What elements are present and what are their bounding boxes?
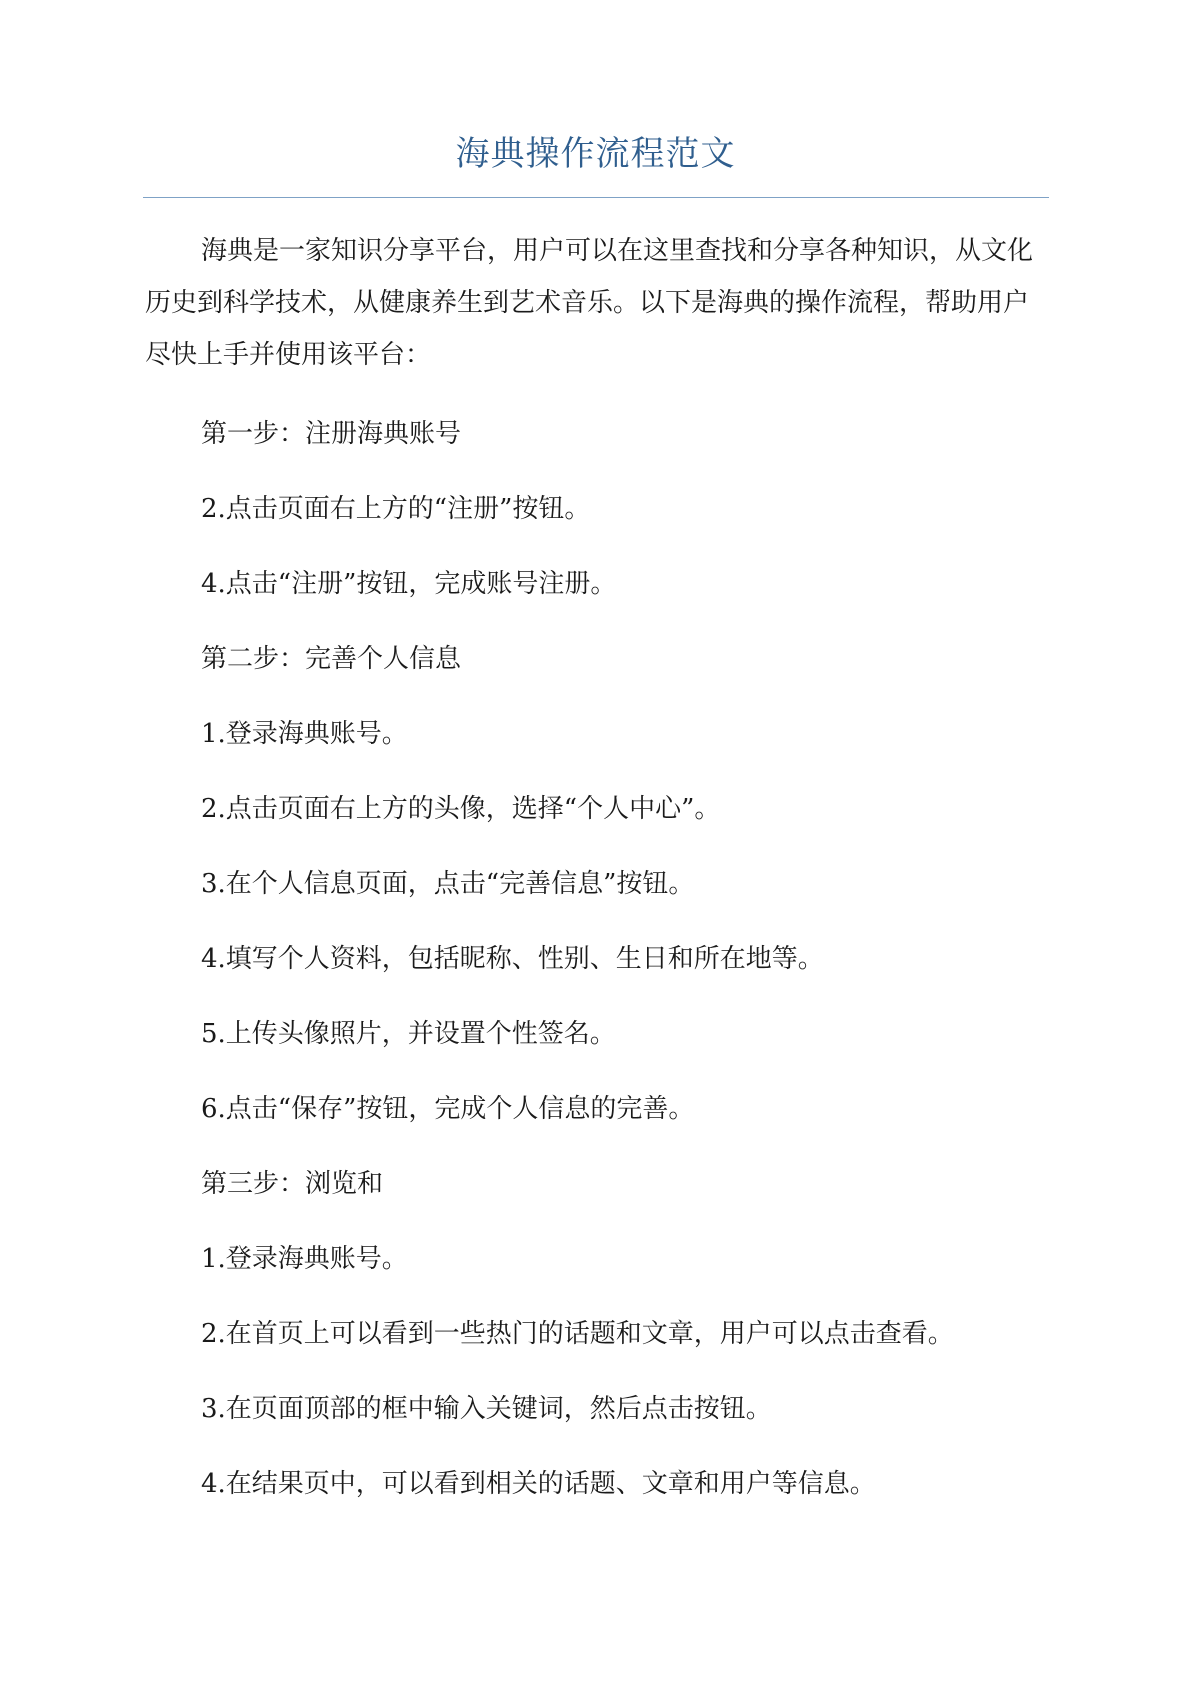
title-divider: [143, 197, 1049, 198]
step-item: 1.登录海典账号。: [201, 1244, 408, 1274]
step-item: 4.填写个人资料，包括昵称、性别、生日和所在地等。: [201, 944, 824, 974]
step-item: 4.在结果页中，可以看到相关的话题、文章和用户等信息。: [201, 1469, 876, 1499]
intro-paragraph: 海典是一家知识分享平台，用户可以在这里查找和分享各种知识，从文化历史到科学技术，从健康养生到艺术音乐。以下是海典的操作流程，帮助用户尽快上手并使用该平台：: [145, 236, 1034, 370]
step-item: 2.在首页上可以看到一些热门的话题和文章，用户可以点击查看。: [201, 1319, 954, 1349]
step-heading-1: 第一步：注册海典账号: [201, 419, 462, 449]
step-item: 6.点击“保存”按钮，完成个人信息的完善。: [201, 1094, 695, 1124]
step-item: 3.在页面顶部的框中输入关键词，然后点击按钮。: [201, 1394, 772, 1424]
step-item: 3.在个人信息页面，点击“完善信息”按钮。: [201, 869, 695, 899]
document-body: [145, 225, 1049, 1522]
step-item: 2.点击页面右上方的头像，选择“个人中心”。: [201, 794, 721, 824]
step-item: 1.登录海典账号。: [201, 719, 408, 749]
document-title: 海典操作流程范文: [455, 134, 736, 174]
step-item: 5.上传头像照片，并设置个性签名。: [201, 1019, 616, 1049]
step-heading-3: 第三步：浏览和: [201, 1169, 384, 1199]
step-item: 4.点击“注册”按钮，完成账号注册。: [201, 569, 617, 599]
step-item: 2.点击页面右上方的“注册”按钮。: [201, 494, 591, 524]
steps-list: [145, 397, 1049, 1522]
step-heading-2: 第二步：完善个人信息: [201, 644, 462, 674]
